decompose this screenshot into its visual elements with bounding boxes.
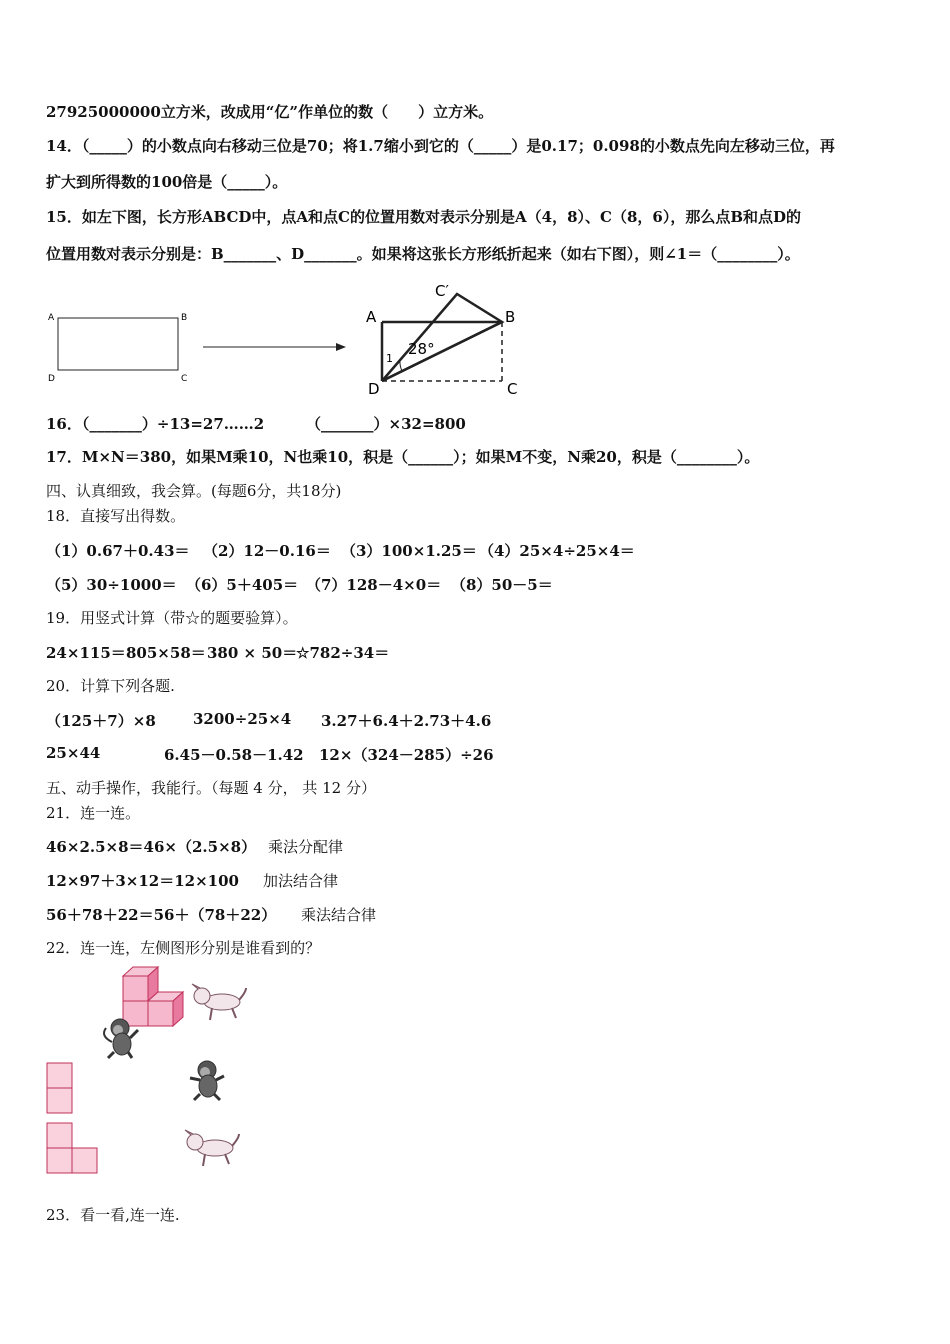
label-c-prime: C′	[435, 282, 449, 300]
label-d-right: D	[368, 380, 380, 398]
q21-expr-1: 46×2.5×8＝46×（2.5×8）	[46, 838, 257, 856]
label-a-right: A	[366, 308, 377, 326]
q20-item-3: 3.27＋6.4＋2.73＋4.6	[321, 712, 492, 730]
view-two-stacked-squares	[47, 1063, 72, 1113]
q13-tail: 27925000000立方米，改成用“亿”作单位的数（ ）立方米。	[46, 103, 494, 121]
monkey-icon-middle	[190, 1061, 224, 1100]
arrow-head	[336, 343, 346, 351]
section-4-title: 四、认真细致，我会算。(每题6分，共18分)	[46, 482, 342, 500]
q20-item-1: （125＋7）×8	[46, 712, 156, 730]
view-l-shape	[47, 1123, 97, 1173]
label-c-right: C	[507, 380, 518, 398]
q18-item-1: （1）0.67＋0.43＝	[46, 542, 190, 560]
q18-item-4: （4）25×4÷25×4＝	[479, 542, 635, 560]
q21-expr-2: 12×97＋3×12＝12×100	[46, 872, 239, 890]
q14-line1: 14．（_____）的小数点向右移动三位是70；将1.7缩小到它的（_____）是0.17；0.098的小数点先向左移动三位，再	[46, 137, 835, 155]
q18-item-8: （8）50－5＝	[451, 576, 553, 594]
q19-title: 19．用竖式计算（带☆的题要验算）。	[46, 609, 298, 627]
angle-arc	[400, 360, 402, 371]
cube-stack	[123, 967, 183, 1026]
q19-item-1: 24×115＝	[46, 644, 126, 662]
dog-icon-top	[192, 984, 246, 1020]
q21-law-3: 乘法结合律	[301, 906, 377, 924]
q21-law-1: 乘法分配律	[268, 838, 344, 856]
label-d-left: D	[48, 374, 55, 384]
q20-title: 20．计算下列各题.	[46, 677, 175, 695]
q16-part-a: 16．（_______）÷13=27……2	[46, 415, 265, 433]
q21-expr-3: 56＋78＋22＝56＋（78＋22）	[46, 906, 277, 924]
q20-item-2: 3200÷25×4	[193, 710, 292, 728]
q18-item-7: （7）128－4×0＝	[306, 576, 442, 594]
q15-line2: 位置用数对表示分别是：B_______、D_______。如果将这张长方形纸折起来（如右下图），则∠1＝（________）。	[46, 245, 800, 263]
q20-item-5: 6.45－0.58－1.42	[164, 746, 304, 764]
label-28-degree: 28°	[408, 340, 435, 358]
q19-item-4: ☆782÷34＝	[296, 644, 390, 662]
q22-figure	[40, 962, 260, 1182]
q18-title: 18．直接写出得数。	[46, 507, 186, 525]
diagonal-db	[382, 322, 502, 381]
q20-item-4: 25×44	[46, 744, 101, 762]
dog-icon-bottom	[185, 1130, 239, 1166]
q19-item-2: 805×58＝	[126, 644, 206, 662]
q18-item-2: （2）12－0.16＝	[203, 542, 331, 560]
label-c-left: C	[181, 374, 188, 384]
label-b-left: B	[181, 313, 188, 323]
q18-item-5: （5）30÷1000＝	[46, 576, 177, 594]
folded-triangle	[382, 294, 502, 381]
rectangle-abcd	[58, 318, 178, 370]
q15-figure	[40, 282, 560, 400]
q21-law-2: 加法结合律	[263, 872, 339, 890]
q22-title: 22．连一连，左侧图形分别是谁看到的？	[46, 939, 321, 957]
q20-item-6: 12×（324－285）÷26	[319, 746, 494, 764]
q19-item-3: 380 × 50＝	[207, 644, 298, 662]
q18-item-6: （6）5＋405＝	[186, 576, 299, 594]
q23-title: 23．看一看,连一连.	[46, 1206, 180, 1224]
q21-title: 21．连一连。	[46, 804, 141, 822]
section-5-title: 五、动手操作，我能行。（每题 4 分， 共 12 分）	[46, 779, 376, 797]
q16-part-b: （_______）×32=800	[306, 415, 466, 433]
q15-line1: 15．如左下图，长方形ABCD中，点A和点C的位置用数对表示分别是A（4，8）、C（8，6），那么点B和点D的	[46, 208, 802, 226]
label-angle-1: 1	[386, 352, 393, 365]
q14-line2: 扩大到所得数的100倍是（_____）。	[46, 173, 288, 191]
label-a-left: A	[48, 313, 55, 323]
q17: 17．M×N＝380，如果M乘10，N也乘10，积是（______）；如果M不变，N乘20，积是（________）。	[46, 448, 760, 466]
label-b-right: B	[505, 308, 516, 326]
q18-item-3: （3）100×1.25＝	[341, 542, 477, 560]
